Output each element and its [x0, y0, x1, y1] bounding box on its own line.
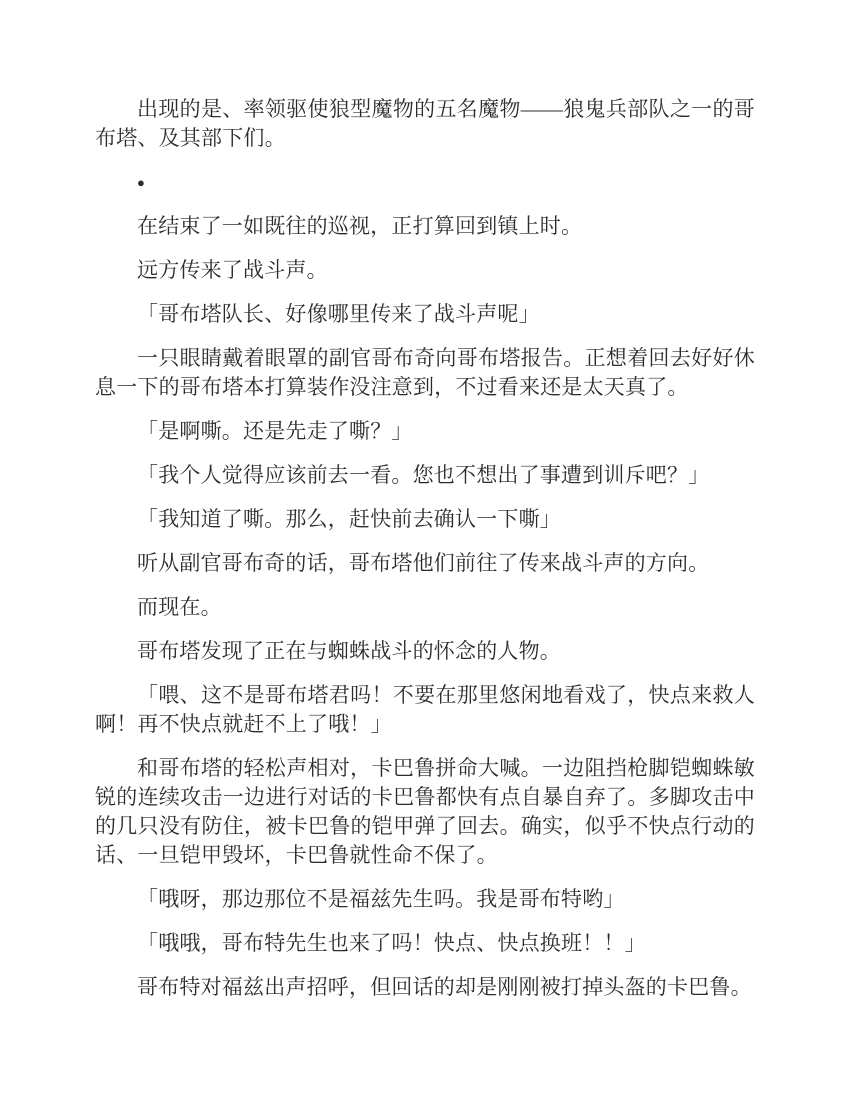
paragraph: 听从副官哥布奇的话，哥布塔他们前往了传来战斗声的方向。: [137, 551, 710, 575]
dialogue-paragraph: 「哥布塔队长、好像哪里传来了战斗声呢」: [137, 302, 540, 326]
paragraph: 哥布塔发现了正在与蜘蛛战斗的怀念的人物。: [137, 639, 561, 663]
bullet-separator: ●: [137, 175, 146, 190]
paragraph: 哥布特对福兹出声招呼，但回话的却是刚刚被打掉头盔的卡巴鲁。: [137, 975, 752, 999]
paragraph: 一只眼睛戴着眼罩的副官哥布奇向哥布塔报告。正想着回去好好休息一下的哥布塔本打算装作没注意到，不过看来还是太天真了。: [95, 346, 755, 399]
dialogue-paragraph: 「是啊嘶。还是先走了嘶？」: [137, 419, 413, 443]
paragraph: 远方传来了战斗声。: [137, 258, 328, 282]
paragraph: 在结束了一如既往的巡视，正打算回到镇上时。: [137, 214, 583, 238]
paragraph: 和哥布塔的轻松声相对，卡巴鲁拼命大喊。一边阻挡枪脚铠蜘蛛敏锐的连续攻击一边进行对话的卡巴鲁都快有点自暴自弃了。多脚攻击中的几只没有防住，被卡巴鲁的铠甲弹了回去。确实，似乎不快点行动的话、一旦铠甲毁坏，卡巴鲁就性命不保了。: [95, 756, 755, 867]
paragraph: 出现的是、率领驱使狼型魔物的五名魔物——狼鬼兵部队之一的哥布塔、及其部下们。: [95, 97, 755, 150]
dialogue-paragraph: 「喂、这不是哥布塔君吗！不要在那里悠闲地看戏了，快点来救人啊！再不快点就赶不上了哦！」: [95, 683, 755, 736]
dialogue-paragraph: 「我个人觉得应该前去一看。您也不想出了事遭到训斥吧？」: [137, 463, 710, 487]
dialogue-paragraph: 「我知道了嘶。那么，赶快前去确认一下嘶」: [137, 507, 561, 531]
paragraph: 而现在。: [137, 595, 222, 619]
dialogue-paragraph: 「哦呀，那边那位不是福兹先生吗。我是哥布特哟」: [137, 887, 625, 911]
dialogue-paragraph: 「哦哦，哥布特先生也来了吗！快点、快点换班！！」: [137, 931, 646, 955]
